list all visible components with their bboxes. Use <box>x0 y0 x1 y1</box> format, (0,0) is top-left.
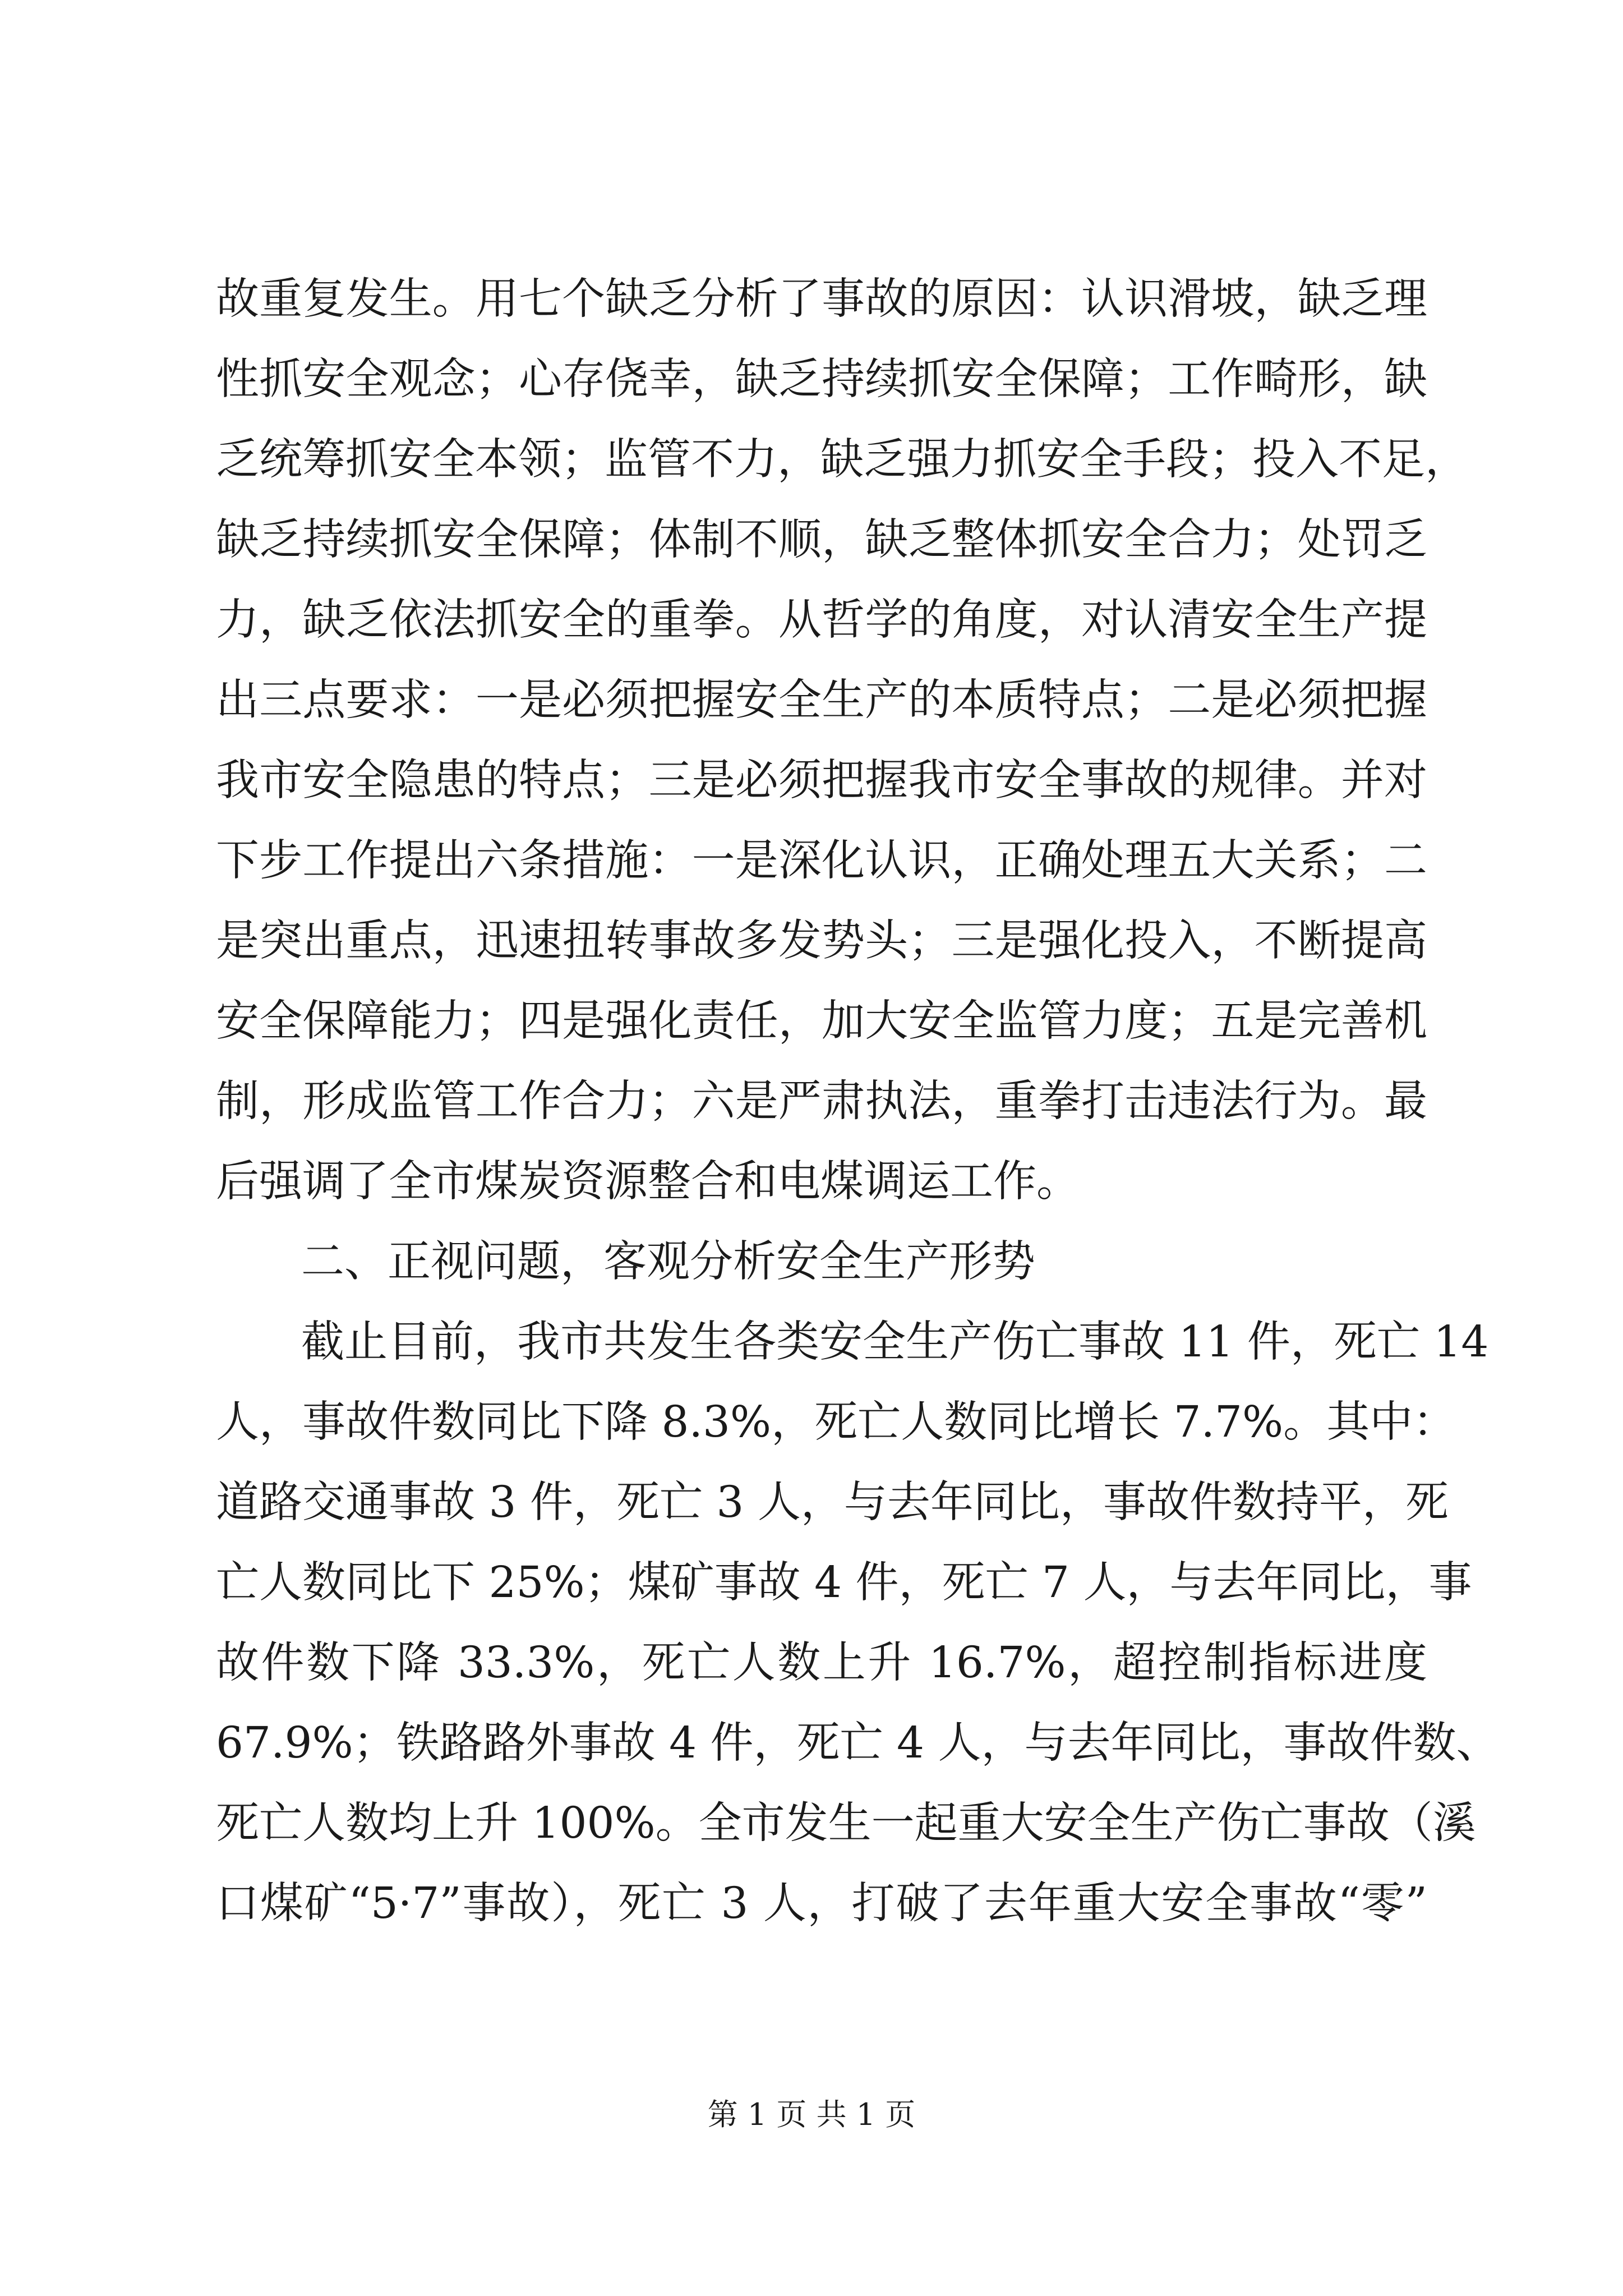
text-line: 死亡人数均上升 100%。全市发生一起重大安全生产伤亡事故（溪 <box>216 1798 1476 1848</box>
text-line: 是突出重点，迅速扭转事故多发势头；三是强化投入，不断提高 <box>216 916 1427 966</box>
text-line: 故件数下降 33.3%，死亡人数上升 16.7%，超控制指标进度 <box>216 1638 1427 1688</box>
text-line: 后强调了全市煤炭资源整合和电煤调运工作。 <box>216 1157 1080 1207</box>
text-line: 下步工作提出六条措施：一是深化认识，正确处理五大关系；二 <box>216 836 1427 886</box>
text-line: 力，缺乏依法抓安全的重拳。从哲学的角度，对认清安全生产提 <box>216 595 1427 645</box>
text-line: 67.9%；铁路路外事故 4 件，死亡 4 人，与去年同比，事故件数、 <box>216 1718 1500 1768</box>
text-line: 安全保障能力；四是强化责任，加大安全监管力度；五是完善机 <box>216 996 1427 1046</box>
text-line: 乏统筹抓安全本领；监管不力，缺乏强力抓安全手段；投入不足， <box>216 435 1468 485</box>
text-line: 我市安全隐患的特点；三是必须把握我市安全事故的规律。并对 <box>216 756 1427 806</box>
text-line: 亡人数同比下 25%；煤矿事故 4 件，死亡 7 人，与去年同比，事 <box>216 1558 1472 1608</box>
text-line: 人，事故件数同比下降 8.3%，死亡人数同比增长 7.7%。其中： <box>216 1397 1456 1447</box>
text-line: 截止目前，我市共发生各类安全生产伤亡事故 11 件，死亡 14 <box>301 1317 1489 1367</box>
text-line: 道路交通事故 3 件，死亡 3 人，与去年同比，事故件数持平，死 <box>216 1478 1449 1527</box>
text-line: 缺乏持续抓安全保障；体制不顺，缺乏整体抓安全合力；处罚乏 <box>216 515 1427 565</box>
document-body <box>216 259 1500 1944</box>
text-line: 口煤矿“5·7”事故），死亡 3 人，打破了去年重大安全事故“零” <box>216 1879 1427 1929</box>
page-footer: 第 1 页 共 1 页 <box>707 2097 916 2132</box>
text-line: 制，形成监管工作合力；六是严肃执法，重拳打击违法行为。最 <box>216 1076 1427 1126</box>
section-heading: 二、正视问题，客观分析安全生产形势 <box>301 1237 1035 1287</box>
text-line: 性抓安全观念；心存侥幸，缺乏持续抓安全保障；工作畸形，缺 <box>216 355 1427 404</box>
text-line: 出三点要求：一是必须把握安全生产的本质特点；二是必须把握 <box>216 675 1427 725</box>
text-line: 故重复发生。用七个缺乏分析了事故的原因：认识滑坡，缺乏理 <box>216 274 1427 324</box>
